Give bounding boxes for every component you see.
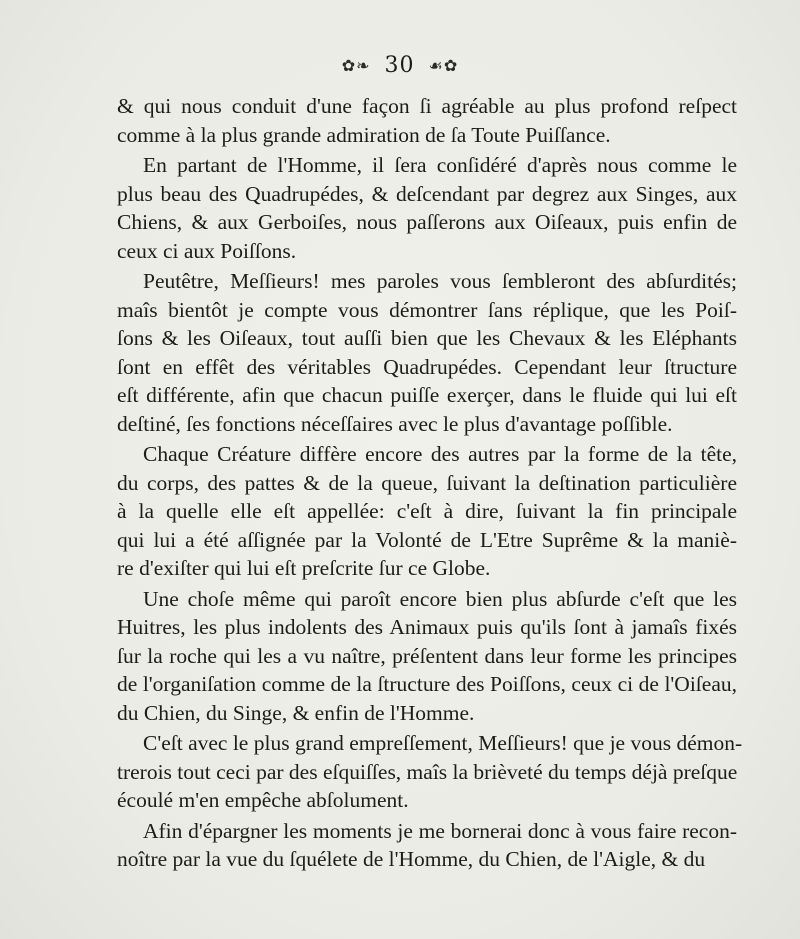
text-line: du corps, des pattes & de la queue, ſuivant la deſtination particulière bbox=[117, 470, 737, 495]
text-line: re d'exiſter qui lui eſt preſcrite ſur ce Globe. bbox=[117, 556, 491, 580]
text-line: Chaque Créature diffère encore des autres par la forme de la tête, bbox=[143, 442, 737, 466]
text-line: de l'organiſation comme de la ſtructure des Poiſſons, ceux ci de l'Oiſeau, bbox=[117, 672, 737, 696]
text-line: eſt différente, afin que chacun puiſſe exerçer, dans le fluide qui lui eſt bbox=[117, 383, 737, 407]
text-line: maîs bientôt je compte vous démontrer ſans réplique, que les Poiſ- bbox=[117, 297, 737, 322]
left-ornament-icon: ✿❧ bbox=[341, 55, 371, 75]
text-line: Chiens, & aux Gerboiſes, nous paſſerons aux Oiſeaux, puis enfin de bbox=[117, 210, 737, 234]
text-line: du Chien, du Singe, & enfin de l'Homme. bbox=[117, 700, 475, 725]
paragraph bbox=[117, 267, 737, 438]
paragraph bbox=[117, 729, 743, 815]
text-line: trerois tout ceci par des eſquiſſes, maîs la brièveté du temps déjà preſque bbox=[117, 759, 738, 784]
text-line: Afin d'épargner les moments je me bornerai donc à vous faire recon- bbox=[143, 818, 737, 843]
text-line: qui lui a été aſſignée par la Volonté de L'Etre Suprême & la maniè- bbox=[117, 527, 737, 552]
paragraph bbox=[117, 440, 737, 583]
text-line: Huitres, les plus indolents des Animaux puis qu'ils ſont à jamaîs fixés bbox=[117, 615, 737, 639]
text-line: ſons & les Oiſeaux, tout auſſi bien que les Chevaux & les Eléphants bbox=[117, 326, 737, 350]
text-line: Une choſe même qui paroît encore bien plus abſurde c'eſt que les bbox=[143, 586, 737, 611]
text-line: à la quelle elle eſt appellée: c'eſt à dire, ſuivant la fin principale bbox=[117, 499, 737, 523]
page-number: 30 bbox=[384, 52, 415, 78]
text-line: ceux ci aux Poiſſons. bbox=[117, 238, 297, 263]
body-text bbox=[117, 92, 743, 874]
text-line: deſtiné, ſes fonctions néceſſaires avec le plus d'avantage poſſible. bbox=[117, 411, 673, 436]
text-line: Peutêtre, Meſſieurs! mes paroles vous ſembleront des abſurdités; bbox=[143, 269, 737, 293]
text-line: C'eſt avec le plus grand empreſſement, Meſſieurs! que je vous démon- bbox=[143, 731, 743, 755]
right-ornament-icon: ☙✿ bbox=[428, 55, 459, 75]
text-line: écoulé m'en empêche abſolument. bbox=[117, 788, 409, 812]
page-header bbox=[0, 52, 800, 78]
text-line: ſont en effêt des véritables Quadrupédes. Cependant leur ſtructure bbox=[117, 354, 737, 379]
text-line: En partant de l'Homme, il ſera conſidéré d'après nous comme le bbox=[143, 153, 737, 177]
paragraph bbox=[117, 92, 737, 149]
text-line: & qui nous conduit d'une façon ſi agréable au plus profond reſpect bbox=[117, 94, 737, 118]
text-line: comme à la plus grande admiration de ſa Toute Puiſſance. bbox=[117, 122, 611, 147]
text-line: plus beau des Quadrupédes, & deſcendant par degrez aux Singes, aux bbox=[117, 181, 737, 206]
text-line: noître par la vue du ſquélete de l'Homme, du Chien, de l'Aigle, & du bbox=[117, 847, 706, 871]
paragraph bbox=[117, 585, 737, 728]
paragraph bbox=[117, 817, 737, 874]
text-line: ſur la roche qui les a vu naître, préſentent dans leur forme les principes bbox=[117, 643, 737, 668]
paragraph bbox=[117, 151, 737, 265]
